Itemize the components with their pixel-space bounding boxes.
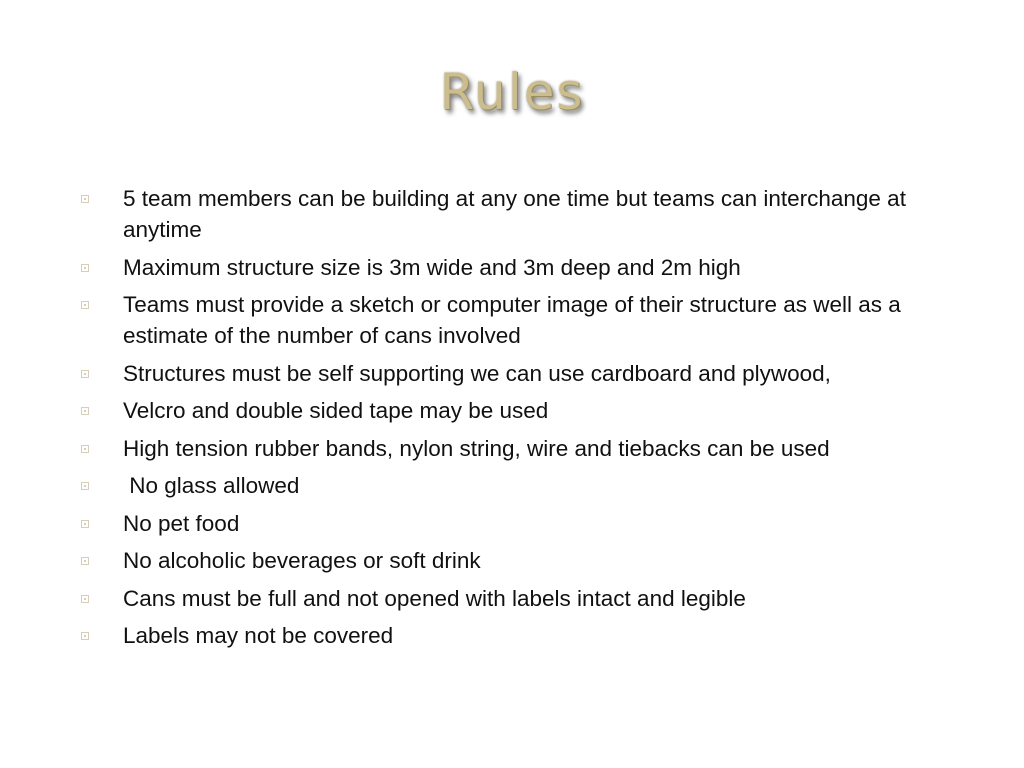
list-item-text: Teams must provide a sketch or computer image of their structure as well as a estimate of the number of cans involved [123,292,908,348]
list-item [78,508,978,539]
list-item [78,583,978,614]
square-bullet-icon [81,407,89,415]
square-bullet-icon [81,195,89,203]
square-bullet-icon [81,482,89,490]
list-item-text: Cans must be full and not opened with labels intact and legible [123,585,746,611]
slide-title: Rules [439,63,585,121]
list-item [78,183,978,245]
list-item-text: No alcoholic beverages or soft drink [123,548,481,573]
bullet-list [78,183,978,658]
list-item [78,358,978,389]
square-bullet-icon [81,520,89,528]
list-item [78,252,978,283]
list-item-text: No glass allowed [123,473,300,498]
square-bullet-icon [81,632,89,640]
list-item-text: High tension rubber bands, nylon string, wire and tiebacks can be used [123,435,830,461]
list-item [78,395,978,426]
list-item-text: 5 team members can be building at any one time but teams can interchange at anytime [123,186,913,242]
list-item [78,289,978,351]
list-item [78,620,978,651]
square-bullet-icon [81,370,89,378]
square-bullet-icon [81,557,89,565]
square-bullet-icon [81,264,89,272]
list-item-text: Maximum structure size is 3m wide and 3m deep and 2m high [123,254,741,280]
list-item-text: Labels may not be covered [123,623,394,648]
list-item-text: No pet food [123,510,240,536]
list-item [78,545,978,576]
list-item-text: Velcro and double sided tape may be used [123,398,549,423]
list-item [78,433,978,464]
square-bullet-icon [81,445,89,453]
square-bullet-icon [81,301,89,309]
list-item-text: Structures must be self supporting we can use cardboard and plywood, [123,360,831,386]
list-item [78,470,978,501]
square-bullet-icon [81,595,89,603]
